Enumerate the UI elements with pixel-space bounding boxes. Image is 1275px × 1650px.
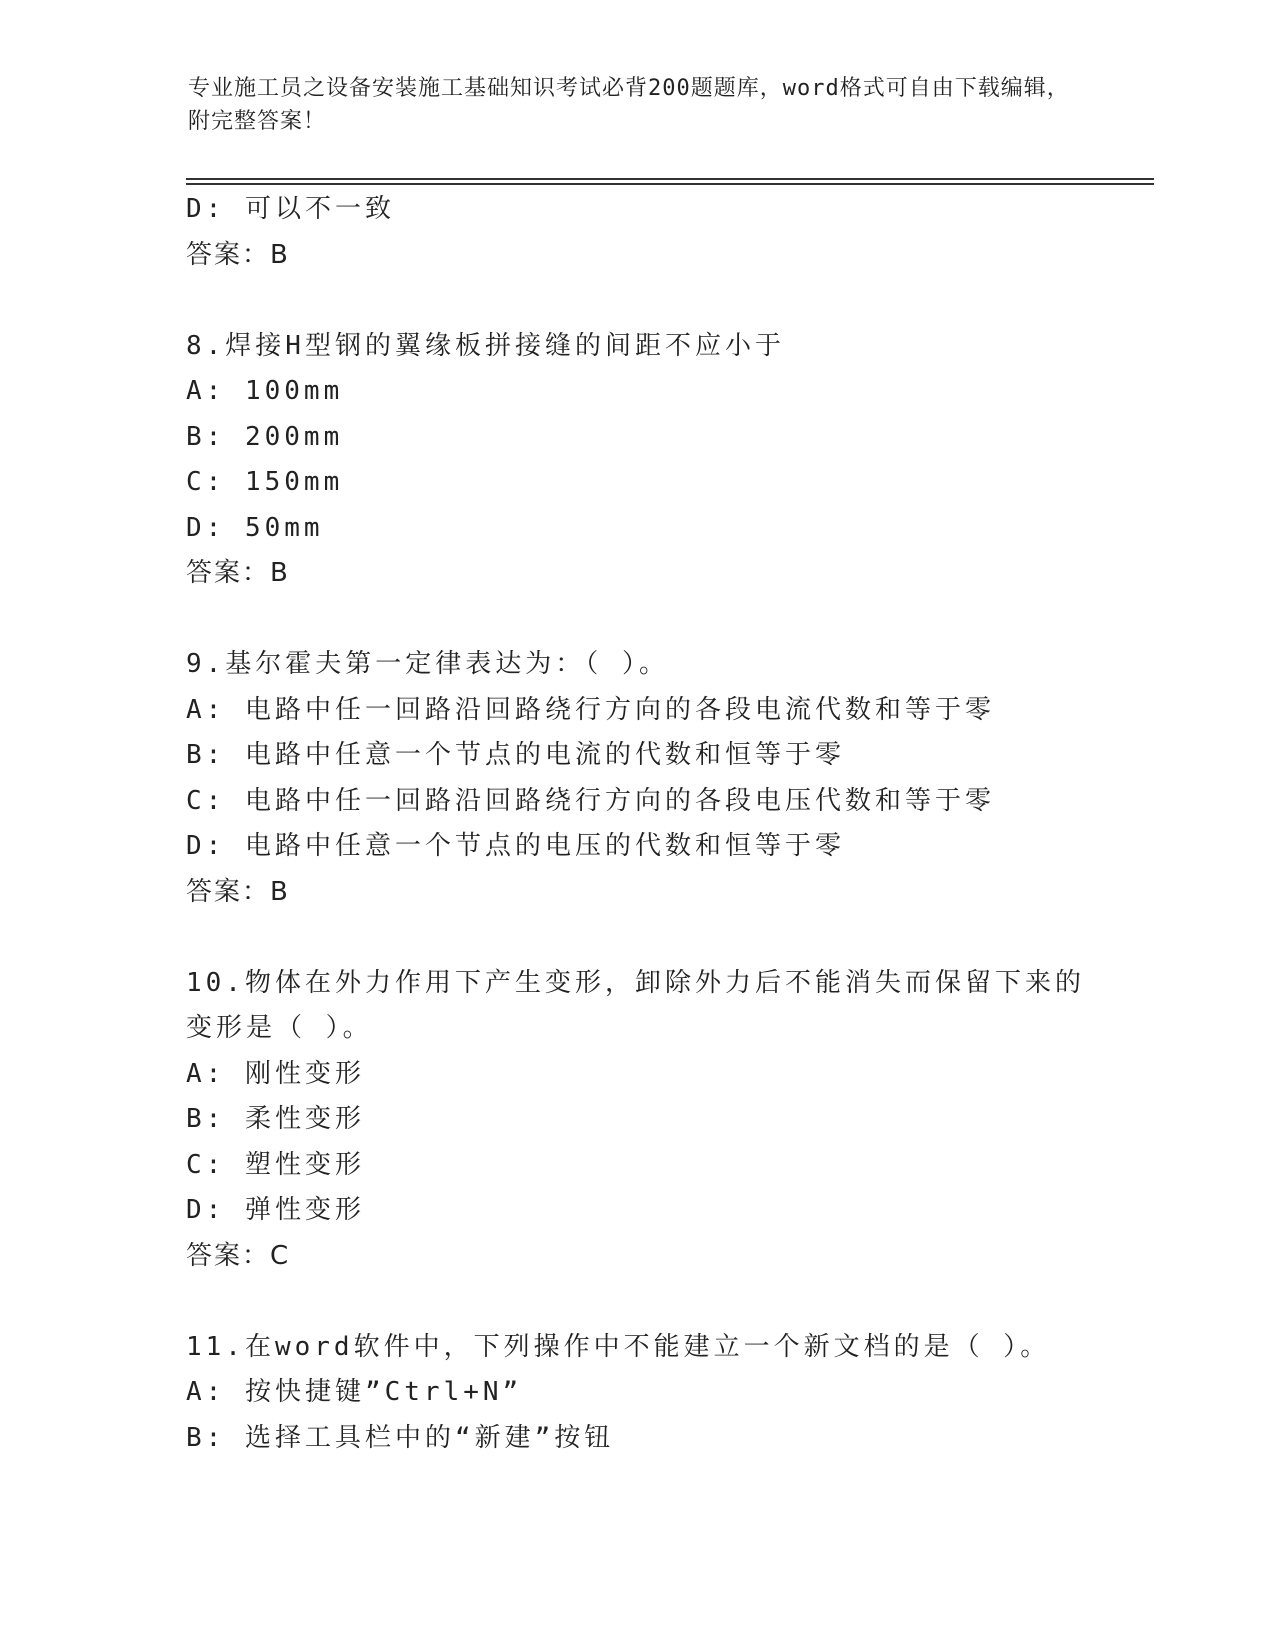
document-body: [186, 187, 1086, 1461]
spacer: [186, 1279, 1086, 1325]
q10-option-c: C: 塑性变形: [186, 1149, 365, 1180]
q7-option-d: D: 可以不一致: [186, 194, 395, 224]
spacer: [186, 278, 1086, 324]
q8-answer: 答案：B: [186, 558, 290, 588]
question-10: [186, 961, 1086, 1280]
q8-option-d: D: 50mm: [186, 512, 324, 543]
q7-answer: 答案：B: [186, 239, 290, 270]
question-11: [186, 1325, 1086, 1462]
question-8: [186, 324, 1086, 597]
q11-option-b: B: 选择工具栏中的“新建”按钮: [186, 1422, 615, 1453]
q11-question: 11.在word软件中，下列操作中不能建立一个新文档的是（ ）。: [186, 1331, 1051, 1362]
q10-option-d: D: 弹性变形: [186, 1195, 365, 1225]
q9-question: 9.基尔霍夫第一定律表达为：（ ）。: [186, 649, 669, 679]
question-9: [186, 642, 1086, 915]
q9-option-d: D: 电路中任意一个节点的电压的代数和恒等于零: [186, 831, 845, 861]
question-7-tail: [186, 187, 1086, 278]
q8-option-c: C: 150mm: [186, 467, 344, 497]
q9-answer: 答案：B: [186, 876, 290, 907]
q10-option-a: A: 刚性变形: [186, 1058, 365, 1089]
q11-option-a: A: 按快捷键”Ctrl+N”: [186, 1377, 523, 1407]
q8-option-a: A: 100mm: [186, 376, 344, 406]
q8-question: 8.焊接H型钢的翼缘板拼接缝的间距不应小于: [186, 330, 785, 361]
header-rule-bottom: [186, 183, 1154, 185]
spacer: [186, 915, 1086, 961]
q10-answer: 答案：C: [186, 1240, 291, 1271]
q9-option-c: C: 电路中任一回路沿回路绕行方向的各段电压代数和等于零: [186, 785, 995, 816]
spacer: [186, 597, 1086, 643]
q9-option-b: B: 电路中任意一个节点的电流的代数和恒等于零: [186, 740, 845, 770]
q10-option-b: B: 柔性变形: [186, 1104, 365, 1134]
q8-option-b: B: 200mm: [186, 421, 344, 452]
q10-question: 10.物体在外力作用下产生变形，卸除外力后不能消失而保留下来的变形是（ ）。: [186, 967, 1085, 1043]
q9-option-a: A: 电路中任一回路沿回路绕行方向的各段电流代数和等于零: [186, 694, 995, 725]
document-header: 专业施工员之设备安装施工基础知识考试必背200题题库，word格式可自由下载编辑，附完整答案！: [188, 76, 1070, 134]
header-rule-top: [186, 178, 1154, 180]
